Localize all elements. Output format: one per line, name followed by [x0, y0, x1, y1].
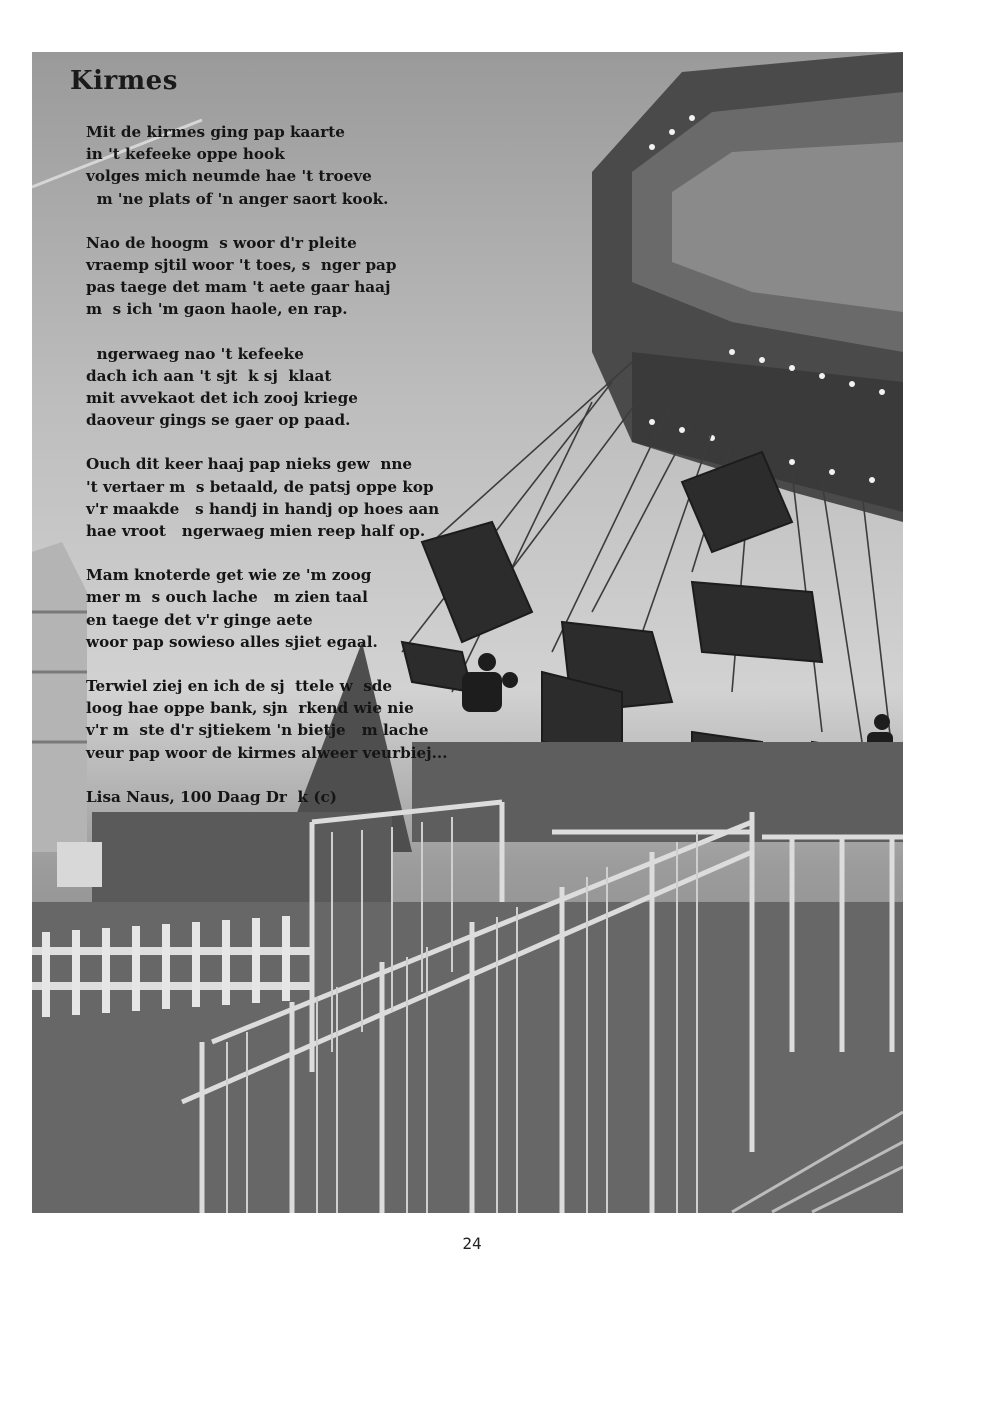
stanza — [86, 232, 526, 321]
stanza — [86, 564, 526, 653]
stanza — [86, 675, 526, 764]
poem-line: hae vroot ngerwaeg mien reep half op. — [86, 522, 426, 541]
poem-line: in 't kefeeke oppe hook — [86, 145, 285, 164]
poem-line: en taege det v'r ginge aete — [86, 610, 313, 629]
poem-line: m 'ne plats of 'n anger saort kook. — [86, 189, 389, 208]
poem-line: m s ich 'm gaon haole, en rap. — [86, 300, 348, 319]
stanza — [86, 121, 526, 210]
poem-line: veur pap woor de kirmes alweer veurbiej... — [86, 743, 448, 762]
poem-line: v'r maakde s handj in handj op hoes aan — [86, 499, 440, 518]
poem-title: Kirmes — [70, 66, 178, 96]
page-number: 24 — [462, 1234, 482, 1253]
poem-line: mer m s ouch lache m zien taal — [86, 588, 368, 607]
poem-line: 't vertaer m s betaald, de patsj oppe kop — [86, 477, 434, 496]
poem-line: woor pap sowieso alles sjiet egaal. — [86, 632, 378, 651]
poem-line: pas taege det mam 't aete gaar haaj — [86, 278, 391, 297]
poem-line: Terwiel ziej en ich de sj ttele w sde — [86, 677, 393, 696]
poem-line: Mam knoterde get wie ze 'm zoog — [86, 566, 372, 585]
stanza — [86, 343, 526, 432]
poem-line: daoveur gings se gaer op paad. — [86, 411, 351, 430]
poem-line: v'r m ste d'r sjtiekem 'n bietje m lache — [86, 721, 429, 740]
poem-line: dach ich aan 't sjt k sj klaat — [86, 366, 332, 385]
poem-line: ngerwaeg nao 't kefeeke — [86, 344, 304, 363]
poem-body — [86, 121, 526, 808]
poem-line: mit avvekaot det ich zooj kriege — [86, 389, 358, 408]
poem-line: Mit de kirmes ging pap kaarte — [86, 123, 345, 141]
poem-line: loog hae oppe bank, sjn rkend wie nie — [86, 699, 414, 718]
stanza — [86, 453, 526, 542]
author-credit: Lisa Naus, 100 Daag Dr k (c) — [86, 787, 337, 806]
poem-line: Ouch dit keer haaj pap nieks gew nne — [86, 455, 413, 474]
poem-line: volges mich neumde hae 't troeve — [86, 167, 372, 186]
poem-line: Nao de hoogm s woor d'r pleite — [86, 233, 357, 252]
poem-line: vraemp sjtil woor 't toes, s nger pap — [86, 256, 397, 275]
